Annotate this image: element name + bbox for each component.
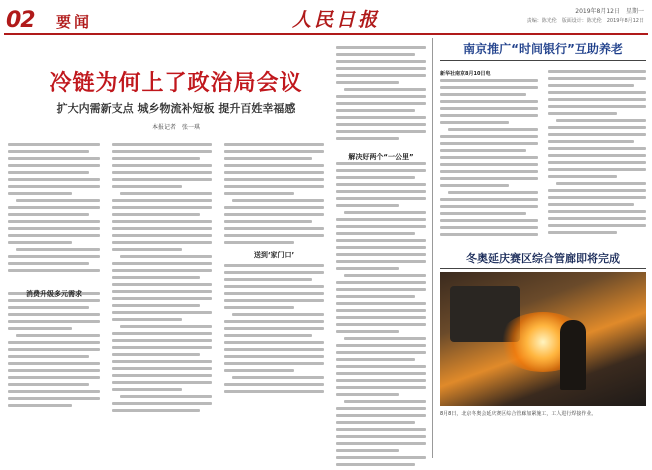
side-article-dateline: 新华社南京8月10日电 — [440, 71, 491, 77]
header-rule — [4, 33, 648, 35]
body-column-3 — [224, 143, 324, 397]
page-number: 02 — [6, 8, 35, 33]
side-article-rule — [440, 60, 646, 61]
subhead-1: 消费升级多元需求 — [26, 290, 82, 298]
subhead-3: 送到‘家门口’ — [253, 251, 295, 259]
lead-byline: 本报记者 张一琪 — [151, 124, 200, 131]
photo-news-headline: 冬奥延庆赛区综合管廊即将完成 — [466, 252, 620, 265]
paper-name: 人民日报 — [292, 9, 381, 31]
staff-line: 责编：陈光伦 版面设计：陈光伦 2019年8月12日 — [526, 18, 644, 24]
column-divider — [432, 38, 433, 458]
date-line: 2019年8月12日 星期一 — [575, 8, 644, 15]
worker-silhouette — [560, 320, 586, 390]
body-column-4 — [336, 46, 426, 470]
section-name: 要闻 — [56, 13, 93, 31]
page-header — [0, 0, 652, 40]
photo-caption: 8月8日，北京冬奥会延庆赛区综合管廊加紧施工，工人进行焊接作业。 — [440, 411, 597, 417]
body-column-2 — [112, 143, 212, 416]
side-article-column-2 — [548, 70, 646, 238]
side-article-column-1 — [440, 79, 538, 240]
subhead-2: 解决好两个“一公里” — [348, 153, 414, 161]
body-column-1 — [8, 143, 100, 411]
welding-photo — [440, 272, 646, 406]
lead-subheadline: 扩大内需新支点 城乡物流补短板 提升百姓幸福感 — [56, 102, 296, 115]
photo-news-rule — [440, 268, 646, 269]
lead-headline: 冷链为何上了政治局会议 — [49, 70, 303, 96]
side-article-headline: 南京推广“时间银行”互助养老 — [463, 42, 623, 56]
